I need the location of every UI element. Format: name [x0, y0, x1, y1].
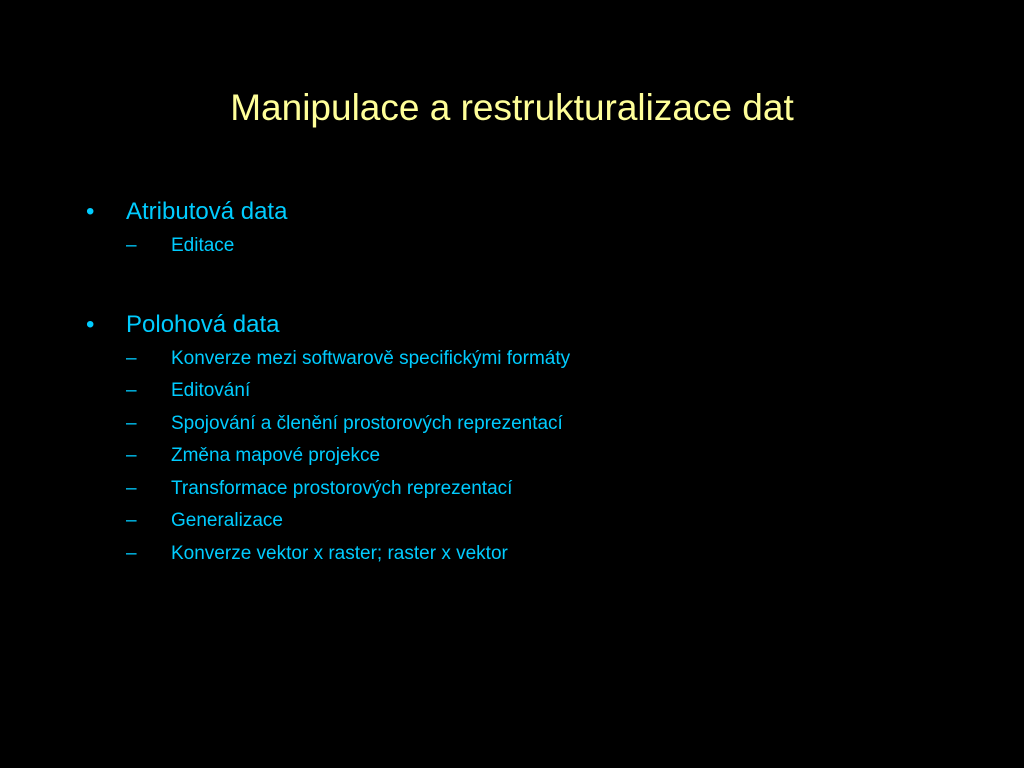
list-item-label: Transformace prostorových reprezentací [171, 477, 513, 499]
bullet-marker: • [86, 198, 95, 225]
list-item [125, 375, 985, 408]
list-item-label: Spojování a členění prostorových reprezentací [171, 412, 563, 434]
list-item [125, 343, 985, 376]
bullet-label: Polohová data [126, 310, 280, 338]
list-item [125, 505, 985, 538]
dash-marker: – [126, 510, 137, 531]
sub-list-attribute-data [125, 230, 985, 263]
list-item-label: Editování [171, 380, 251, 401]
list-item-label: Editace [171, 235, 235, 256]
list-item-label: Změna mapové projekce [171, 445, 381, 466]
section-spacer [85, 263, 985, 307]
bullet-marker: • [86, 310, 95, 338]
list-item-label: Generalizace [171, 510, 283, 531]
slide-content [85, 194, 985, 570]
bullet-label: Atributová data [126, 198, 288, 225]
list-item [125, 440, 985, 473]
list-item [125, 230, 985, 263]
sub-list-spatial-data [125, 343, 985, 571]
dash-marker: – [126, 347, 137, 369]
dash-marker: – [126, 542, 137, 564]
dash-marker: – [126, 412, 137, 434]
dash-marker: – [126, 477, 137, 499]
dash-marker: – [126, 235, 137, 256]
list-item [125, 473, 985, 506]
dash-marker: – [126, 445, 137, 466]
bullet-attribute-data [85, 194, 985, 230]
list-item [125, 408, 985, 441]
list-item-label: Konverze mezi softwarově specifickými formáty [171, 347, 571, 369]
list-item-label: Konverze vektor x raster; raster x vektor [171, 542, 508, 564]
list-item [125, 538, 985, 571]
slide-title: Manipulace a restrukturalizace dat [230, 87, 794, 128]
dash-marker: – [126, 380, 137, 401]
bullet-spatial-data [85, 307, 985, 343]
